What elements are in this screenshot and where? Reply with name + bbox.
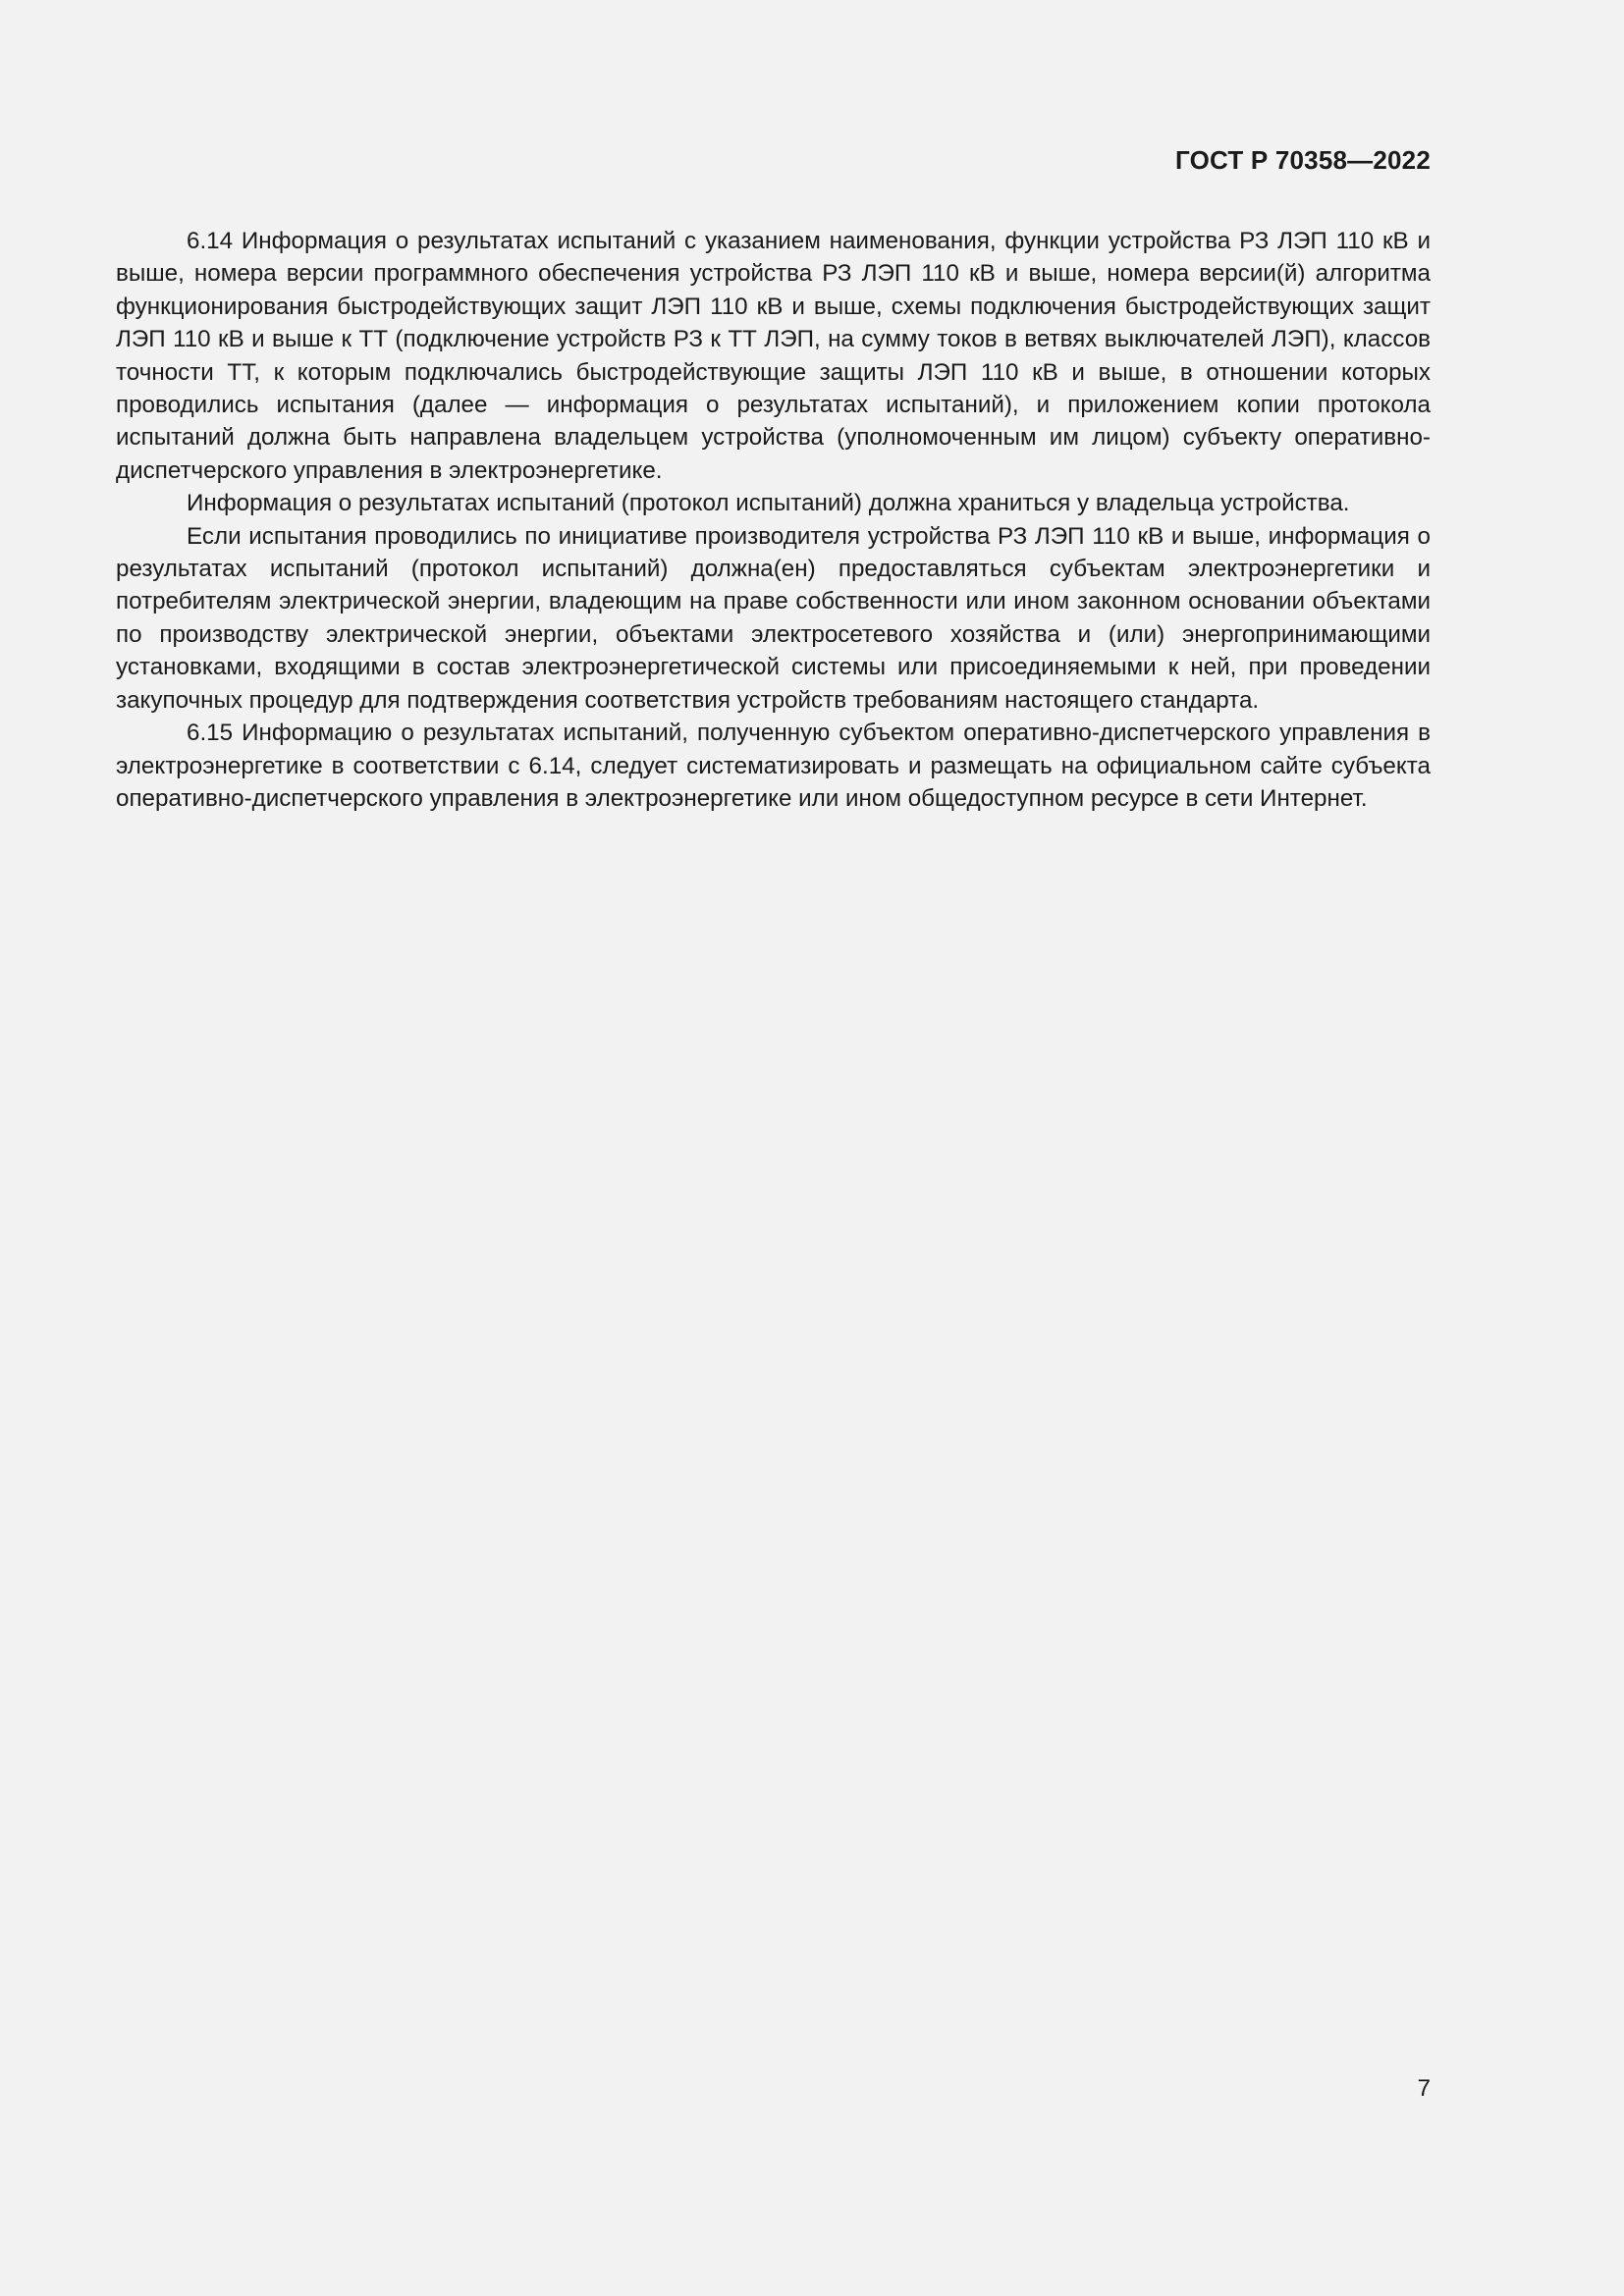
- document-header: ГОСТ Р 70358—2022: [1175, 145, 1431, 175]
- paragraph-storage: Информация о результатах испытаний (протокол испытаний) должна храниться у владельца устройства.: [187, 490, 1350, 517]
- paragraph-6-14: 6.14 Информация о результатах испытаний с указанием наименования, функции устройства РЗ ЛЭП 110 кВ и выше, номера версии программного обеспечения устройства РЗ ЛЭП 110 кВ и выше, номера версии(й) алгоритма функционирования быстродействующих защит ЛЭП 110 кВ и выше, схемы подключения быстродействующих защит ЛЭП 110 кВ и выше к ТТ (подключение устройств РЗ к ТТ ЛЭП, на сумму токов в ветвях выключателей ЛЭП), классов точности ТТ, к которым подключались быстродействующие защиты ЛЭП 110 кВ и выше, в отношении которых проводились испытания (далее — информация о результатах испытаний), и приложением копии протокола испытаний должна быть направлена владельцем устройства (уполномоченным им лицом) субъекту оперативно-диспетчерского управления в электроэнергетике.: [116, 228, 1431, 484]
- paragraph-6-15: 6.15 Информацию о результатах испытаний, полученную субъектом оперативно-диспетчерского управления в электроэнергетике в соответствии с 6.14, следует систематизировать и размещать на официальном сайте субъекта оперативно-диспетчерского управления в электроэнергетике или ином общедоступном ресурсе в сети Интернет.: [116, 720, 1431, 812]
- paragraph-manufacturer: Если испытания проводились по инициативе производителя устройства РЗ ЛЭП 110 кВ и выше, информация о результатах испытаний (протокол испытаний) должна(ен) предоставляться субъектам электроэнергетики и потребителям электрической энергии, владеющим на праве собственности или ином законном основании объектами по производству электрической энергии, объектами электросетевого хозяйства и (или) энергопринимающими установками, входящими в состав электроэнергетической системы или присоединяемыми к ней, при проведении закупочных процедур для подтверждения соответствия устройств требованиям настоящего стандарта.: [116, 522, 1431, 714]
- page-number: 7: [1417, 2075, 1431, 2102]
- document-body: [116, 225, 1431, 815]
